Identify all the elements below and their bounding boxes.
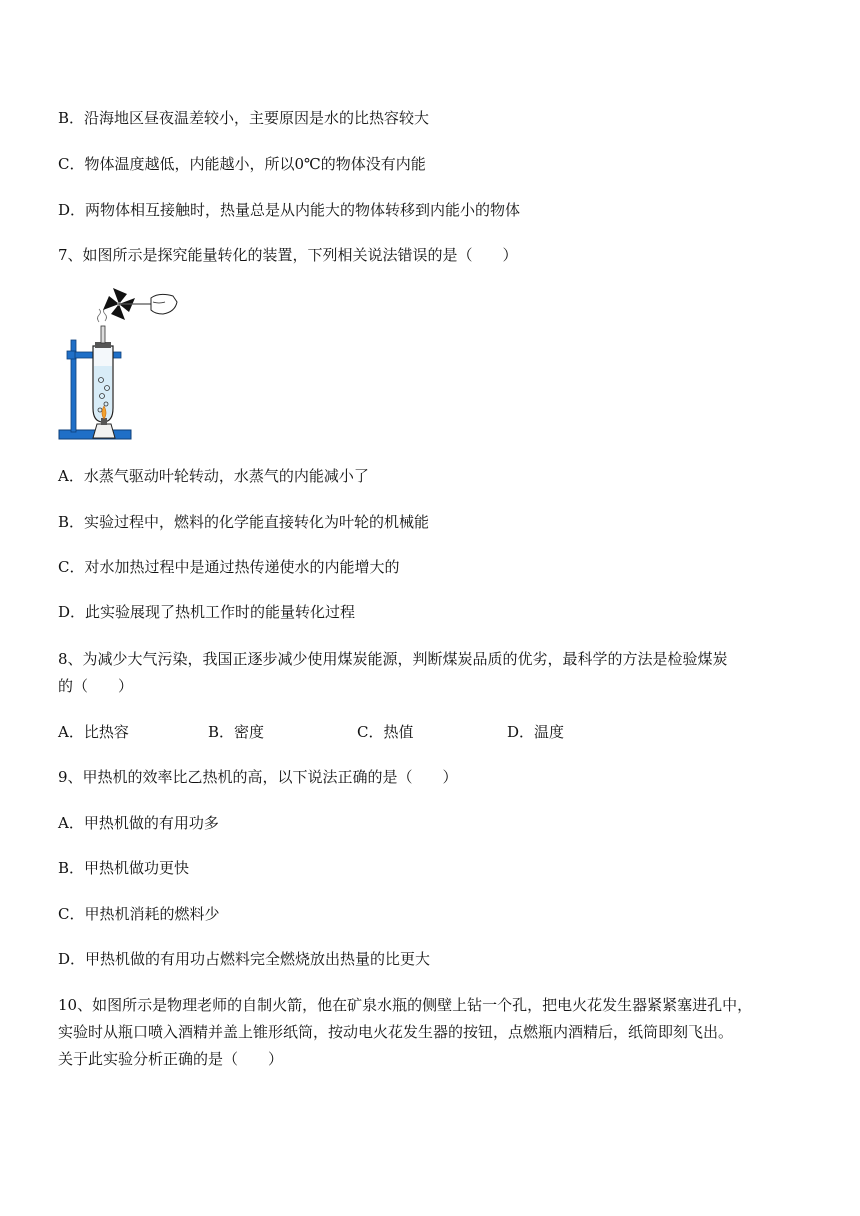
q8-stem-line-2: 的（ ） (58, 677, 134, 695)
q8-option-c: C．热值 (357, 723, 414, 741)
q6-option-d: D．两物体相互接触时，热量总是从内能大的物体转移到内能小的物体 (58, 201, 521, 219)
q6-option-c: C．物体温度越低，内能越小，所以0℃的物体没有内能 (58, 155, 426, 173)
q8-option-b: B．密度 (208, 723, 265, 741)
q8-option-d: D．温度 (507, 723, 565, 741)
q9-option-d: D．甲热机做的有用功占燃料完全燃烧放出热量的比更大 (58, 950, 431, 968)
q7-option-c: C．对水加热过程中是通过热传递使水的内能增大的 (58, 558, 400, 576)
q10-stem-line-3: 关于此实验分析正确的是（ ） (58, 1050, 284, 1068)
q10-stem-line-2: 实验时从瓶口喷入酒精并盖上锥形纸筒，按动电火花发生器的按钮，点燃瓶内酒精后，纸筒即刻飞出。 (58, 1023, 734, 1041)
q10-stem-line-1: 10、如图所示是物理老师的自制火箭，他在矿泉水瓶的侧壁上钻一个孔，把电火花发生器紧紧塞进孔中， (58, 996, 753, 1014)
q9-stem: 9、甲热机的效率比乙热机的高，以下说法正确的是（ ） (58, 768, 458, 786)
q9-option-c: C．甲热机消耗的燃料少 (58, 905, 220, 923)
q7-option-d: D．此实验展现了热机工作时的能量转化过程 (58, 603, 356, 621)
q7-stem: 7、如图所示是探究能量转化的装置，下列相关说法错误的是（ ） (58, 246, 518, 264)
q8-option-a: A．比热容 (58, 723, 129, 741)
q9-option-a: A．甲热机做的有用功多 (58, 814, 219, 832)
q8-stem-line-1: 8、为减少大气污染，我国正逐步减少使用煤炭能源，判断煤炭品质的优劣，最科学的方法是检验煤炭 (58, 650, 728, 668)
q6-option-b: B．沿海地区昼夜温差较小，主要原因是水的比热容较大 (58, 109, 430, 127)
q7-option-b: B．实验过程中，燃料的化学能直接转化为叶轮的机械能 (58, 513, 430, 531)
q9-option-b: B．甲热机做功更快 (58, 859, 190, 877)
q7-option-a: A．水蒸气驱动叶轮转动，水蒸气的内能减小了 (58, 467, 369, 485)
steam-pinwheel-apparatus-icon (55, 288, 185, 444)
